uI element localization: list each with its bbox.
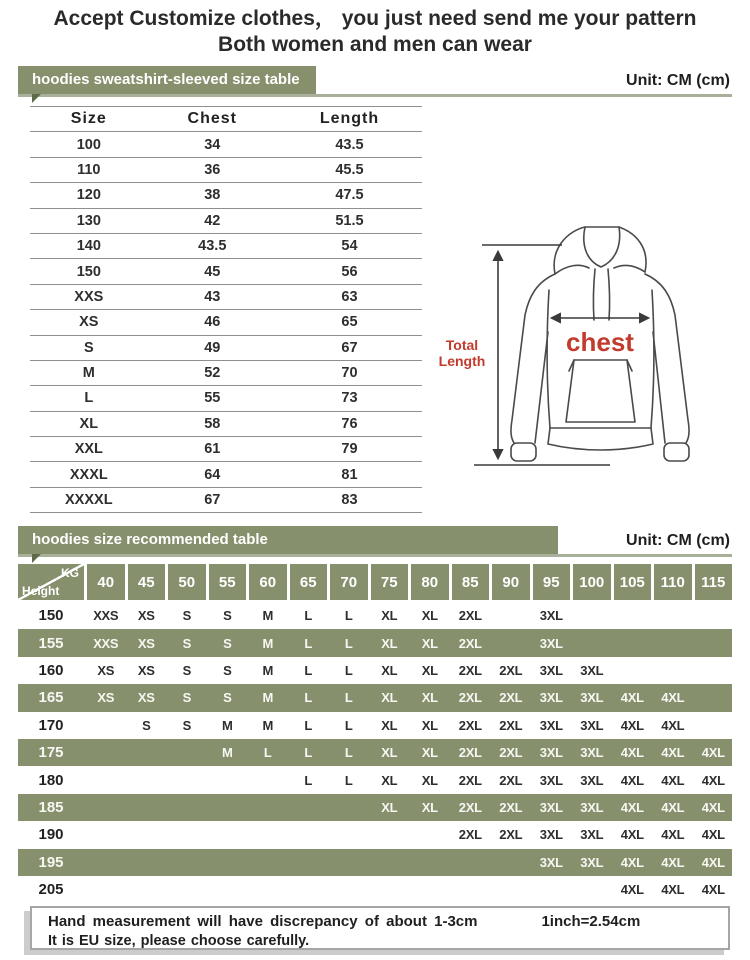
matrix-weight-header-cell: 60 — [249, 564, 287, 600]
matrix-size-cell: S — [182, 690, 191, 706]
matrix-height-cell: 195 — [38, 853, 64, 871]
matrix-size-cell: 3XL — [539, 690, 563, 706]
size-table-cell: 34 — [148, 132, 277, 157]
matrix-size-cell: 4XL — [620, 690, 644, 706]
size-table-cell: 45.5 — [277, 157, 422, 182]
matrix-height-cell: 155 — [38, 634, 64, 652]
page-title-line2: Both women and men can wear — [218, 33, 532, 56]
size-table-cell: 42 — [148, 208, 277, 233]
matrix-size-cell: 3XL — [580, 854, 604, 870]
matrix-size-cell: 2XL — [458, 690, 482, 706]
matrix-size-cell: S — [223, 608, 232, 624]
matrix-size-cell: 3XL — [580, 662, 604, 678]
matrix-height-cell: 170 — [38, 716, 64, 734]
matrix-size-cell: XS — [137, 662, 155, 678]
matrix-size-cell: XL — [381, 772, 398, 788]
footer-note-box — [30, 906, 730, 950]
matrix-size-cell: 2XL — [499, 662, 523, 678]
size-table-cell: 67 — [277, 335, 422, 360]
matrix-size-cell: 2XL — [499, 772, 523, 788]
matrix-size-cell: 3XL — [539, 772, 563, 788]
size-table-cell: 120 — [30, 183, 148, 208]
matrix-size-cell: XS — [97, 662, 115, 678]
matrix-size-cell: L — [304, 635, 313, 651]
matrix-size-cell: XL — [421, 690, 438, 706]
matrix-size-cell: XL — [381, 635, 398, 651]
matrix-size-cell: S — [223, 635, 232, 651]
matrix-size-cell: L — [304, 745, 313, 761]
size-table-row — [30, 208, 422, 233]
matrix-size-cell: 3XL — [539, 827, 563, 843]
size-table-row — [30, 335, 422, 360]
corner-height-label: Height — [22, 584, 60, 598]
matrix-size-cell: 3XL — [539, 799, 563, 815]
section1-banner-row — [18, 66, 732, 97]
matrix-size-cell: 3XL — [580, 690, 604, 706]
size-table-column-header: Size — [30, 107, 148, 132]
matrix-weight-header-cell: 85 — [452, 564, 490, 600]
chest-label: chest — [566, 327, 634, 357]
matrix-size-cell: L — [344, 690, 353, 706]
matrix-size-cell: 3XL — [539, 717, 563, 733]
size-table-row — [30, 386, 422, 411]
size-table-cell: S — [30, 335, 148, 360]
matrix-weight-header-cell: 70 — [330, 564, 368, 600]
matrix-size-cell: 2XL — [458, 608, 482, 624]
size-table-cell: 130 — [30, 208, 148, 233]
matrix-size-cell: 4XL — [661, 827, 685, 843]
matrix-size-cell: 2XL — [458, 662, 482, 678]
matrix-size-cell: 4XL — [620, 827, 644, 843]
matrix-size-cell: 3XL — [580, 827, 604, 843]
section2-banner-label: hoodies size recommended table — [32, 531, 268, 548]
matrix-row — [18, 794, 732, 821]
matrix-size-cell: 3XL — [580, 717, 604, 733]
size-table-cell: XXL — [30, 437, 148, 462]
size-table-cell: 56 — [277, 259, 422, 284]
matrix-size-cell: XL — [381, 662, 398, 678]
matrix-size-cell: 4XL — [701, 772, 725, 788]
matrix-size-cell: M — [262, 662, 274, 678]
matrix-size-cell: 4XL — [620, 882, 644, 898]
matrix-row — [18, 684, 732, 711]
recommended-size-matrix — [18, 564, 732, 903]
matrix-size-cell: 2XL — [458, 772, 482, 788]
matrix-size-cell: M — [262, 717, 274, 733]
size-table-cell: 51.5 — [277, 208, 422, 233]
matrix-size-cell: 4XL — [620, 799, 644, 815]
matrix-size-cell: 2XL — [499, 799, 523, 815]
matrix-size-cell: 2XL — [458, 827, 482, 843]
total-length-label-line2: Length — [438, 353, 486, 369]
size-table-row — [30, 183, 422, 208]
size-table-column-header: Chest — [148, 107, 277, 132]
matrix-size-cell: 4XL — [620, 854, 644, 870]
matrix-size-cell: 2XL — [458, 799, 482, 815]
matrix-height-cell: 165 — [38, 689, 64, 707]
matrix-size-cell: 3XL — [539, 854, 563, 870]
matrix-size-cell: L — [344, 608, 353, 624]
size-table-row — [30, 284, 422, 309]
matrix-size-cell: 4XL — [661, 799, 685, 815]
matrix-weight-header-cell: 55 — [209, 564, 247, 600]
matrix-row — [18, 712, 732, 739]
matrix-size-cell: 4XL — [620, 717, 644, 733]
size-table-cell: 76 — [277, 411, 422, 436]
corner-kg-label: KG — [61, 566, 79, 580]
size-table — [30, 106, 422, 513]
matrix-size-cell: L — [344, 772, 353, 788]
size-table-cell: 65 — [277, 310, 422, 335]
matrix-size-cell: S — [182, 662, 191, 678]
size-table-cell: 61 — [148, 437, 277, 462]
matrix-size-cell: S — [182, 635, 191, 651]
matrix-height-cell: 190 — [38, 826, 64, 844]
matrix-size-cell: M — [221, 745, 233, 761]
matrix-row — [18, 821, 732, 848]
matrix-weight-header-cell: 45 — [128, 564, 166, 600]
footer-note-line1 — [48, 913, 728, 930]
matrix-size-cell: 4XL — [661, 854, 685, 870]
matrix-size-cell: 2XL — [458, 717, 482, 733]
matrix-size-cell: 3XL — [539, 662, 563, 678]
matrix-height-cell: 160 — [38, 661, 64, 679]
matrix-header-row — [18, 564, 732, 600]
size-table-cell: 54 — [277, 233, 422, 258]
size-table-cell: M — [30, 360, 148, 385]
size-table-row — [30, 259, 422, 284]
matrix-size-cell: XL — [381, 717, 398, 733]
matrix-weight-header-cell: 115 — [695, 564, 733, 600]
matrix-size-cell: XL — [381, 608, 398, 624]
matrix-size-cell: 2XL — [499, 745, 523, 761]
matrix-size-cell: XL — [421, 662, 438, 678]
size-table-cell: 58 — [148, 411, 277, 436]
section1-banner — [18, 66, 316, 94]
matrix-size-cell: L — [344, 745, 353, 761]
matrix-size-cell: XL — [421, 717, 438, 733]
matrix-height-cell: 185 — [38, 798, 64, 816]
size-table-cell: 110 — [30, 157, 148, 182]
size-table-row — [30, 487, 422, 512]
footer-discrepancy-text: Hand measurement will have discrepancy of about 1-3cm — [48, 913, 478, 930]
size-table-cell: 100 — [30, 132, 148, 157]
matrix-size-cell: L — [344, 662, 353, 678]
size-table-cell: 55 — [148, 386, 277, 411]
hoodie-measurement-diagram — [432, 208, 742, 476]
size-table-row — [30, 360, 422, 385]
matrix-size-cell: XXS — [93, 608, 119, 624]
matrix-size-cell: 3XL — [580, 772, 604, 788]
matrix-body — [18, 602, 732, 903]
footer-inch-conversion-text: 1inch=2.54cm — [541, 913, 641, 930]
matrix-corner-cell — [18, 564, 84, 600]
size-table-cell: XL — [30, 411, 148, 436]
matrix-size-cell: 4XL — [701, 745, 725, 761]
matrix-size-cell: 2XL — [499, 690, 523, 706]
matrix-size-cell: XXS — [93, 635, 119, 651]
size-table-row — [30, 437, 422, 462]
size-table-row — [30, 462, 422, 487]
matrix-size-cell: L — [304, 717, 313, 733]
size-table-cell: 43.5 — [148, 233, 277, 258]
matrix-size-cell: L — [304, 772, 313, 788]
matrix-size-cell: S — [223, 662, 232, 678]
page-title-line1: Accept Customize clothes， you just need send me your pattern — [53, 7, 697, 30]
size-table-cell: L — [30, 386, 148, 411]
matrix-size-cell: XL — [421, 635, 438, 651]
matrix-size-cell: L — [304, 690, 313, 706]
size-table-column-header: Length — [277, 107, 422, 132]
matrix-weight-header-cell: 110 — [654, 564, 692, 600]
matrix-weight-header-cell: 90 — [492, 564, 530, 600]
matrix-row — [18, 766, 732, 793]
matrix-size-cell: M — [262, 635, 274, 651]
matrix-size-cell: XL — [381, 799, 398, 815]
matrix-size-cell: XL — [421, 745, 438, 761]
section1-unit-label: Unit: CM (cm) — [626, 72, 730, 89]
section1-banner-label: hoodies sweatshirt-sleeved size table — [32, 71, 300, 88]
matrix-size-cell: M — [262, 608, 274, 624]
matrix-size-cell: 4XL — [661, 717, 685, 733]
matrix-row — [18, 602, 732, 629]
section2-unit-label: Unit: CM (cm) — [626, 532, 730, 549]
matrix-size-cell: L — [344, 717, 353, 733]
matrix-size-cell: 2XL — [499, 827, 523, 843]
matrix-weight-header-cell: 65 — [290, 564, 328, 600]
matrix-size-cell: M — [221, 717, 233, 733]
size-table-cell: 36 — [148, 157, 277, 182]
size-table-cell: 52 — [148, 360, 277, 385]
size-table-cell: 63 — [277, 284, 422, 309]
matrix-size-cell: 3XL — [580, 799, 604, 815]
size-table-cell: 64 — [148, 462, 277, 487]
matrix-size-cell: L — [304, 662, 313, 678]
measurement-labels — [439, 327, 635, 369]
matrix-size-cell: 4XL — [620, 745, 644, 761]
size-table-cell: 79 — [277, 437, 422, 462]
matrix-size-cell: S — [182, 608, 191, 624]
size-table-row — [30, 310, 422, 335]
matrix-row — [18, 876, 732, 903]
matrix-size-cell: 4XL — [661, 882, 685, 898]
footer-eu-size-text: It is EU size, please choose carefully. — [48, 933, 310, 949]
size-table-row — [30, 157, 422, 182]
matrix-row — [18, 849, 732, 876]
matrix-height-cell: 180 — [38, 771, 64, 789]
size-table-cell: 43.5 — [277, 132, 422, 157]
size-table-cell: 70 — [277, 360, 422, 385]
size-table-row — [30, 411, 422, 436]
matrix-row — [18, 739, 732, 766]
matrix-size-cell: XL — [421, 608, 438, 624]
size-table-cell: 46 — [148, 310, 277, 335]
size-table-cell: 140 — [30, 233, 148, 258]
matrix-size-cell: 3XL — [539, 635, 563, 651]
matrix-weight-header-cell: 105 — [614, 564, 652, 600]
size-table-cell: 49 — [148, 335, 277, 360]
size-table-cell: 43 — [148, 284, 277, 309]
matrix-size-cell: XS — [137, 635, 155, 651]
banner-tail-decoration — [32, 94, 41, 103]
size-table-row — [30, 233, 422, 258]
matrix-height-cell: 175 — [38, 744, 64, 762]
matrix-height-cell: 150 — [38, 607, 64, 625]
size-table-cell: 38 — [148, 183, 277, 208]
matrix-size-cell: L — [263, 745, 272, 761]
matrix-size-cell: XL — [421, 772, 438, 788]
matrix-size-cell: 4XL — [620, 772, 644, 788]
size-table-cell: 81 — [277, 462, 422, 487]
matrix-size-cell: L — [304, 608, 313, 624]
matrix-weight-header-cell: 75 — [371, 564, 409, 600]
matrix-size-cell: M — [262, 690, 274, 706]
matrix-weight-header-cell: 40 — [87, 564, 125, 600]
matrix-size-cell: S — [142, 717, 151, 733]
matrix-size-cell: 2XL — [458, 635, 482, 651]
page-title — [0, 6, 750, 58]
section2-banner-row — [18, 526, 732, 557]
matrix-size-cell: 3XL — [539, 608, 563, 624]
size-table-cell: XXS — [30, 284, 148, 309]
matrix-size-cell: XS — [97, 690, 115, 706]
total-length-label-line1: Total — [445, 337, 479, 353]
size-table-header-row — [30, 107, 422, 132]
matrix-size-cell: 4XL — [661, 745, 685, 761]
size-table-cell: XXXL — [30, 462, 148, 487]
section2-banner — [18, 526, 558, 554]
matrix-size-cell: 4XL — [701, 854, 725, 870]
matrix-size-cell: 3XL — [580, 745, 604, 761]
matrix-size-cell: 3XL — [539, 745, 563, 761]
matrix-size-cell: 2XL — [499, 717, 523, 733]
size-table-cell: 67 — [148, 487, 277, 512]
matrix-size-cell: XS — [137, 608, 155, 624]
matrix-weight-header-cell: 95 — [533, 564, 571, 600]
size-table-cell: 83 — [277, 487, 422, 512]
matrix-size-cell: 4XL — [661, 772, 685, 788]
size-table-cell: XXXXL — [30, 487, 148, 512]
matrix-size-cell: XL — [381, 690, 398, 706]
matrix-row — [18, 657, 732, 684]
matrix-size-cell: 2XL — [458, 745, 482, 761]
matrix-size-cell: XL — [421, 799, 438, 815]
size-table-row — [30, 132, 422, 157]
matrix-size-cell: S — [182, 717, 191, 733]
matrix-size-cell: 4XL — [661, 690, 685, 706]
matrix-size-cell: L — [344, 635, 353, 651]
size-table-cell: 150 — [30, 259, 148, 284]
matrix-row — [18, 629, 732, 656]
matrix-size-cell: 4XL — [701, 799, 725, 815]
matrix-size-cell: XL — [381, 745, 398, 761]
matrix-size-cell: XS — [137, 690, 155, 706]
size-table-cell: 45 — [148, 259, 277, 284]
size-table-cell: 73 — [277, 386, 422, 411]
matrix-weight-header-cell: 80 — [411, 564, 449, 600]
size-table-cell: XS — [30, 310, 148, 335]
banner-tail-decoration — [32, 554, 41, 563]
matrix-weight-header-cell: 50 — [168, 564, 206, 600]
matrix-size-cell: 4XL — [701, 827, 725, 843]
matrix-size-cell: S — [223, 690, 232, 706]
matrix-size-cell: 4XL — [701, 882, 725, 898]
matrix-height-cell: 205 — [38, 881, 64, 899]
size-table-cell: 47.5 — [277, 183, 422, 208]
matrix-weight-header-cell: 100 — [573, 564, 611, 600]
